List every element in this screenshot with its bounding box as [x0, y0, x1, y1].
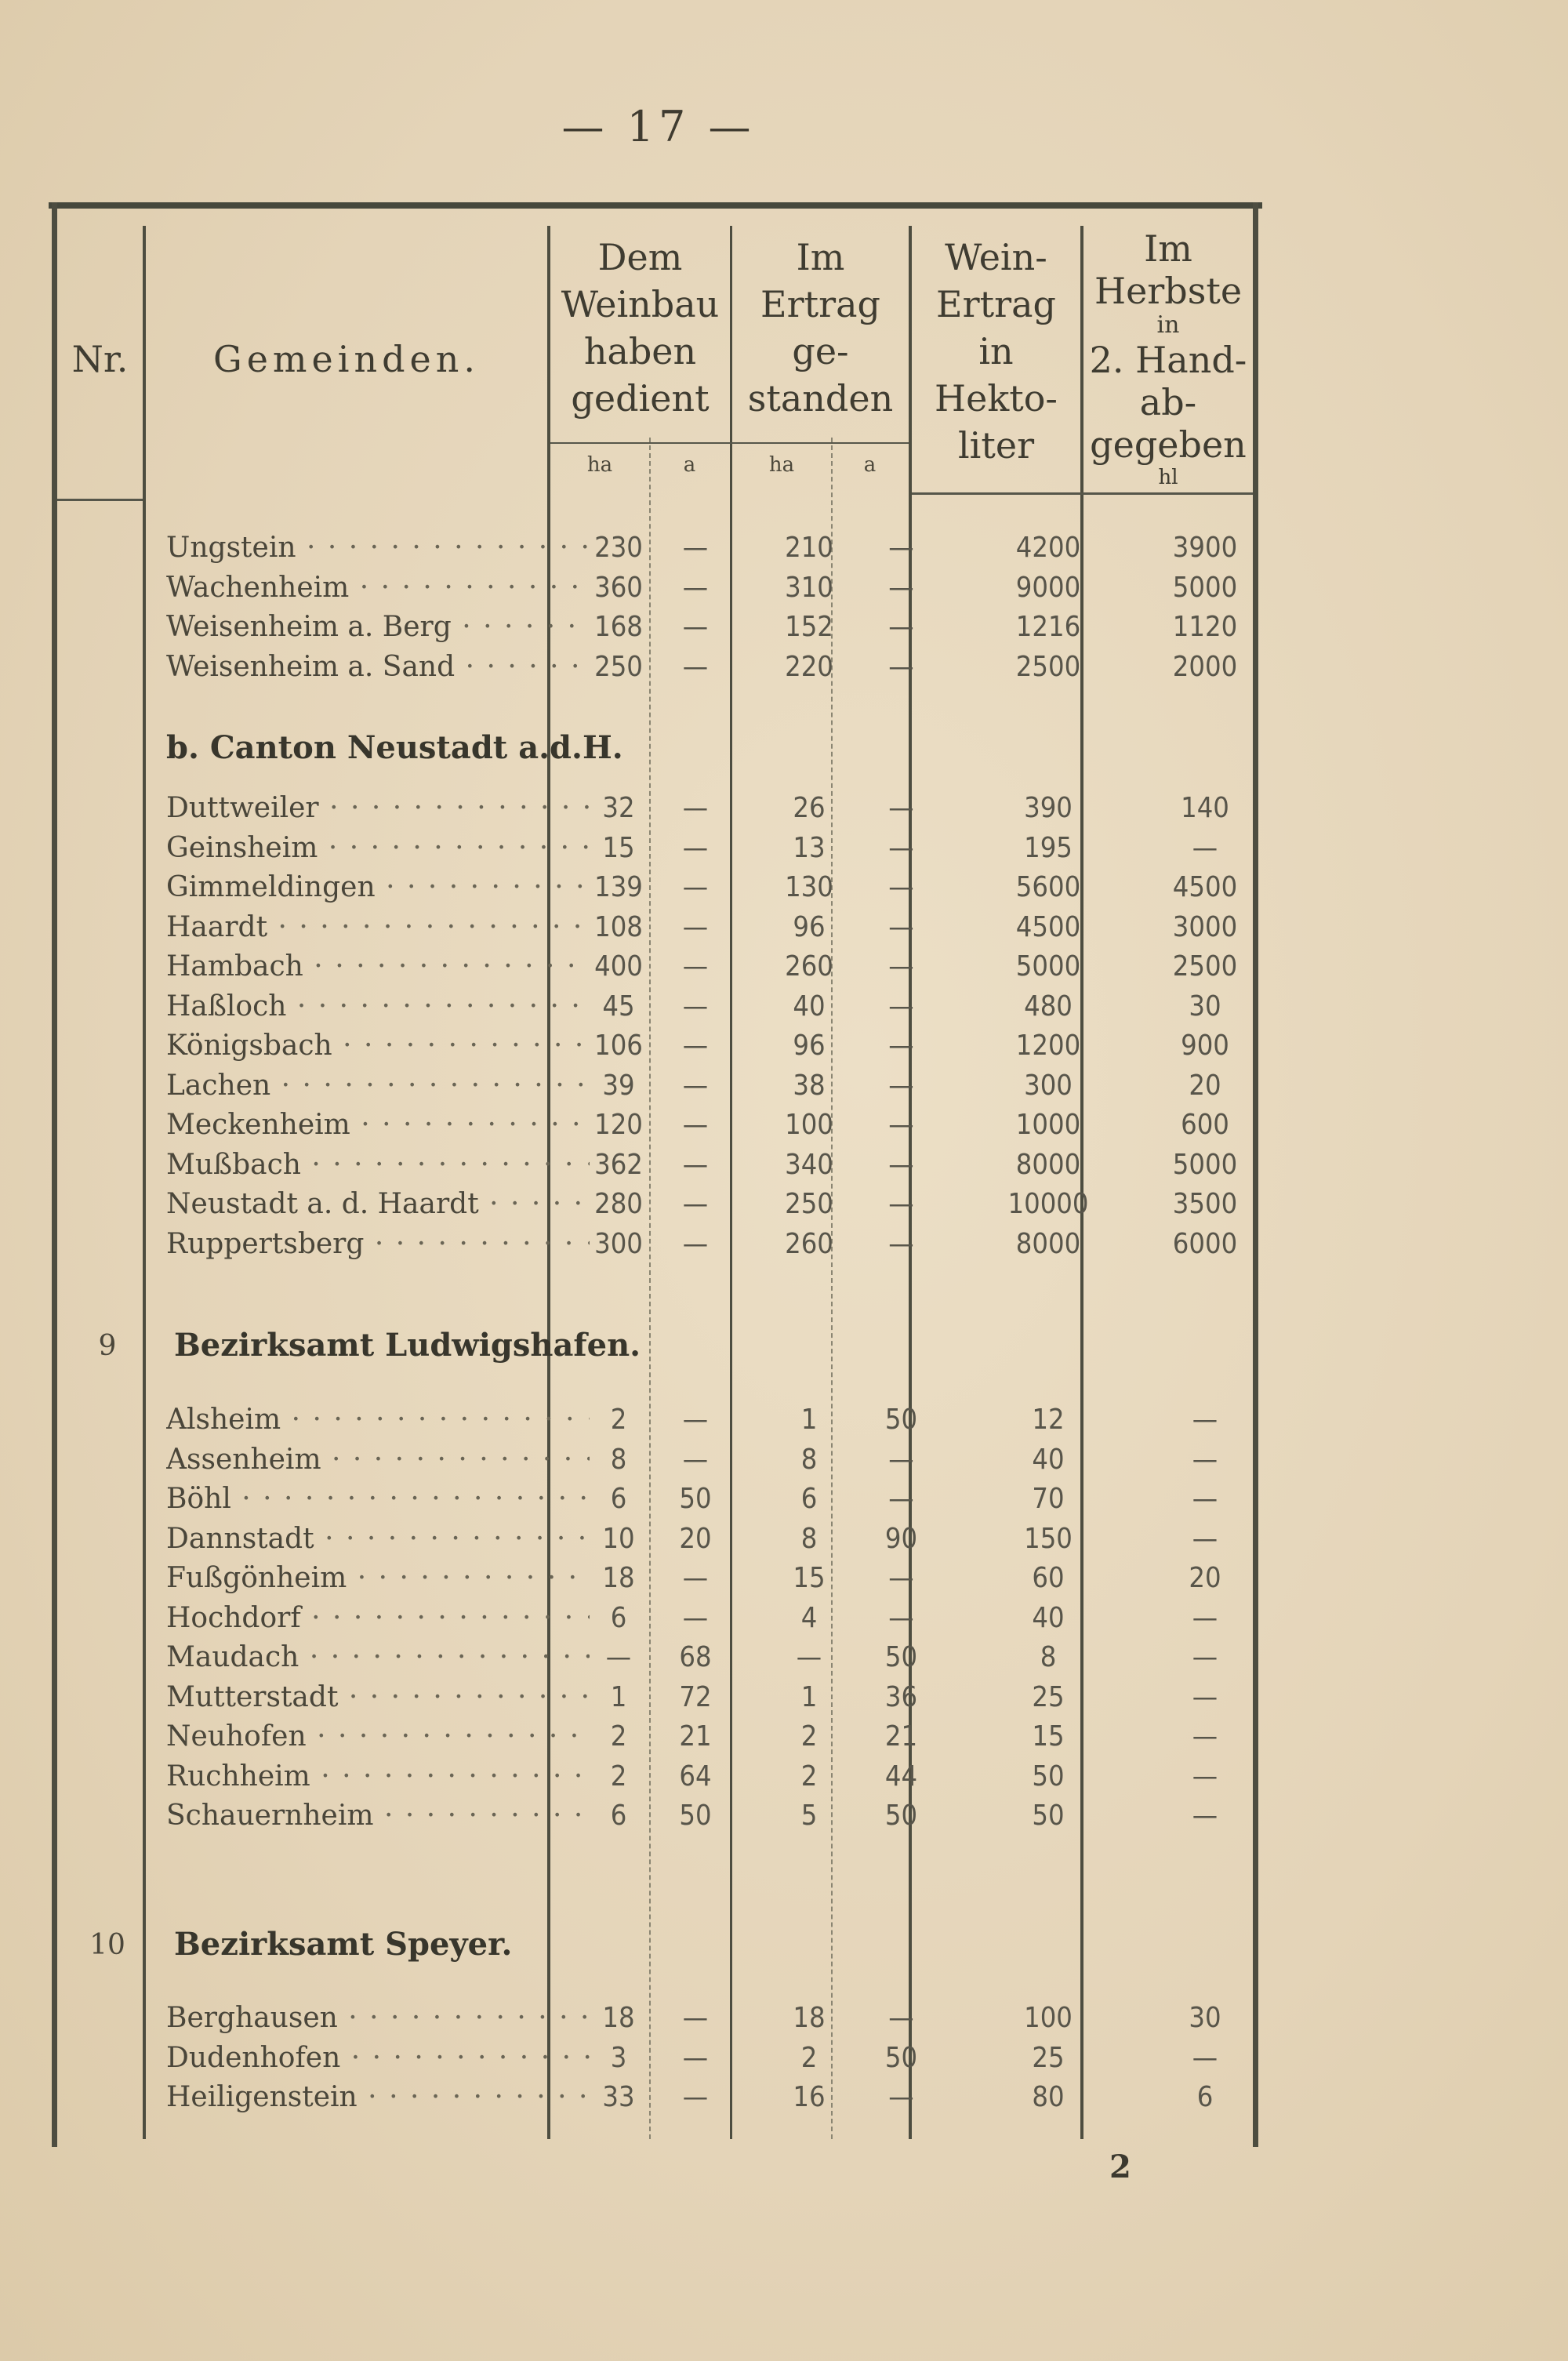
resale-hl: —: [1192, 1720, 1218, 1753]
vineyard-ha: 250: [594, 650, 643, 683]
wine-yield-hl: 5000: [1015, 950, 1081, 983]
wine-statistics-table: [49, 202, 1264, 2147]
resale-hl: —: [1192, 1483, 1218, 1515]
resale-hl: 5000: [1172, 1148, 1238, 1181]
resale-hl: —: [1192, 1522, 1218, 1555]
yield-area-a: —: [888, 2081, 914, 2113]
yield-area-ha: 96: [793, 1030, 826, 1062]
header-weinertrag: Wein- Ertrag in Hekto- liter: [935, 236, 1058, 467]
yield-area-ha: 16: [793, 2081, 826, 2113]
yield-area-ha: 340: [785, 1148, 833, 1181]
wine-yield-hl: 4500: [1015, 910, 1081, 943]
vineyard-a: —: [682, 950, 709, 983]
vineyard-a: —: [682, 532, 709, 564]
municipality-name: Ruppertsberg · · ·: [166, 1228, 590, 1260]
vineyard-ha: 360: [594, 571, 643, 604]
header-herbste: Im Herbste in 2. Hand- ab- gegeben hl: [1089, 227, 1247, 489]
header-weinbau: Dem Weinbau haben gedient: [561, 236, 720, 420]
yield-area-ha: 1: [800, 1680, 818, 1713]
resale-hl: 3000: [1172, 910, 1238, 943]
wine-yield-hl: 40: [1032, 1601, 1065, 1634]
vineyard-ha: 33: [602, 2081, 635, 2113]
municipality-name: Ungstein · · ·: [166, 532, 590, 564]
yield-area-ha: 210: [785, 532, 833, 564]
unit-a: a: [683, 453, 696, 477]
yield-area-a: 50: [884, 1641, 918, 1673]
header-rule: [912, 492, 1253, 495]
wine-yield-hl: 8: [1040, 1641, 1057, 1673]
table-row: [49, 1070, 1262, 1109]
yield-area-ha: 96: [793, 910, 826, 943]
wine-yield-hl: 50: [1032, 1760, 1065, 1793]
vineyard-a: 68: [679, 1641, 712, 1673]
municipality-name: Hambach · · ·: [166, 950, 590, 983]
wine-yield-hl: 300: [1024, 1069, 1073, 1102]
resale-hl: 1120: [1172, 611, 1238, 643]
wine-yield-hl: 25: [1032, 1680, 1065, 1713]
section-title: b. Canton Neustadt a.d.H.: [166, 729, 623, 766]
yield-area-a: —: [888, 1030, 914, 1062]
wine-yield-hl: 5600: [1015, 871, 1081, 903]
vineyard-a: —: [682, 2002, 709, 2034]
vineyard-a: —: [682, 1069, 709, 1102]
vineyard-ha: —: [605, 1641, 632, 1673]
municipality-name: Alsheim · · ·: [166, 1404, 590, 1436]
resale-hl: 30: [1189, 990, 1221, 1022]
wine-yield-hl: 4200: [1015, 532, 1081, 564]
yield-area-ha: 250: [785, 1188, 833, 1220]
yield-area-ha: 5: [800, 1800, 818, 1832]
wine-yield-hl: 8000: [1015, 1148, 1081, 1181]
resale-hl: —: [1192, 831, 1218, 864]
municipality-name: Dannstadt · · ·: [166, 1523, 590, 1555]
table-row: [49, 990, 1262, 1030]
vineyard-a: —: [682, 650, 709, 683]
yield-area-ha: 260: [785, 950, 833, 983]
yield-area-a: 21: [884, 1720, 918, 1753]
resale-hl: —: [1192, 1404, 1218, 1436]
resale-hl: 3900: [1172, 532, 1238, 564]
table-row: [49, 611, 1262, 650]
wine-yield-hl: 480: [1024, 990, 1073, 1022]
yield-area-ha: 220: [785, 650, 833, 683]
column-divider: [649, 438, 651, 2139]
wine-yield-hl: 2500: [1015, 650, 1081, 683]
yield-area-ha: 40: [793, 990, 826, 1022]
yield-area-ha: 15: [793, 1562, 826, 1594]
vineyard-ha: 8: [610, 1443, 627, 1476]
table-row: [49, 1188, 1262, 1227]
resale-hl: —: [1192, 1760, 1218, 1793]
vineyard-ha: 6: [610, 1483, 627, 1515]
yield-area-ha: —: [796, 1641, 822, 1673]
resale-hl: 5000: [1172, 571, 1238, 604]
vineyard-ha: 39: [602, 1069, 635, 1102]
wine-yield-hl: 8000: [1015, 1227, 1081, 1260]
municipality-name: Königsbach · · ·: [166, 1030, 590, 1062]
municipality-name: Weisenheim a. Berg · · ·: [166, 611, 590, 643]
table-row: [49, 911, 1262, 950]
municipality-name: Assenheim · · ·: [166, 1444, 590, 1476]
vineyard-a: —: [682, 1188, 709, 1220]
resale-hl: —: [1192, 1680, 1218, 1713]
yield-area-a: —: [888, 1601, 914, 1634]
resale-hl: 6: [1196, 2081, 1214, 2113]
vineyard-ha: 6: [610, 1800, 627, 1832]
vineyard-a: —: [682, 871, 709, 903]
municipality-name: Maudach · · ·: [166, 1641, 590, 1673]
municipality-name: Weisenheim a. Sand · · ·: [166, 651, 590, 683]
vineyard-ha: 120: [594, 1109, 643, 1141]
yield-area-ha: 8: [800, 1522, 818, 1555]
yield-area-a: —: [888, 1148, 914, 1181]
vineyard-a: —: [682, 1562, 709, 1594]
wine-yield-hl: 100: [1024, 2002, 1073, 2034]
table-row: [49, 1030, 1262, 1069]
table-row: [49, 1149, 1262, 1188]
vineyard-ha: 106: [594, 1030, 643, 1062]
municipality-name: Wachenheim · · ·: [166, 572, 590, 604]
resale-hl: —: [1192, 1641, 1218, 1673]
municipality-name: Lachen · · ·: [166, 1070, 590, 1102]
vineyard-ha: 168: [594, 611, 643, 643]
municipality-name: Geinsheim · · ·: [166, 832, 590, 864]
vineyard-a: —: [682, 1030, 709, 1062]
wine-yield-hl: 10000: [1007, 1188, 1089, 1220]
yield-area-a: —: [888, 1562, 914, 1594]
table-row: [49, 1602, 1262, 1641]
yield-area-a: —: [888, 1188, 914, 1220]
resale-hl: 140: [1181, 792, 1229, 824]
vineyard-ha: 2: [610, 1720, 627, 1753]
unit-ha: ha: [586, 453, 613, 477]
table-row: [49, 871, 1262, 910]
resale-hl: —: [1192, 1800, 1218, 1832]
municipality-name: Mußbach · · ·: [166, 1149, 590, 1181]
table-row: [49, 1562, 1262, 1601]
vineyard-a: —: [682, 831, 709, 864]
resale-hl: 4500: [1172, 871, 1238, 903]
yield-area-a: 44: [884, 1760, 918, 1793]
unit-a: a: [863, 453, 877, 477]
vineyard-a: 64: [679, 1760, 712, 1793]
resale-hl: 30: [1189, 2002, 1221, 2034]
yield-area-a: 90: [884, 1522, 918, 1555]
table-row: [49, 1483, 1262, 1522]
vineyard-a: —: [682, 1227, 709, 1260]
municipality-name: Hochdorf · · ·: [166, 1602, 590, 1634]
yield-area-a: —: [888, 871, 914, 903]
table-row: [49, 2002, 1262, 2041]
vineyard-a: —: [682, 1109, 709, 1141]
yield-area-ha: 4: [800, 1601, 818, 1634]
resale-hl: 900: [1181, 1030, 1229, 1062]
table-row: [49, 2042, 1262, 2081]
wine-yield-hl: 25: [1032, 2041, 1065, 2074]
resale-hl: 600: [1181, 1109, 1229, 1141]
column-divider: [831, 438, 833, 2139]
table-row: [49, 1760, 1262, 1800]
municipality-name: Duttweiler · · ·: [166, 792, 590, 824]
municipality-name: Böhl · · ·: [166, 1483, 590, 1515]
vineyard-ha: 230: [594, 532, 643, 564]
vineyard-ha: 10: [602, 1522, 635, 1555]
yield-area-ha: 100: [785, 1109, 833, 1141]
vineyard-a: —: [682, 2081, 709, 2113]
vineyard-ha: 1: [610, 1680, 627, 1713]
vineyard-a: 50: [679, 1483, 712, 1515]
yield-area-ha: 13: [793, 831, 826, 864]
table-row: [49, 1681, 1262, 1720]
page-number: — 17 —: [561, 102, 756, 151]
yield-area-a: —: [888, 611, 914, 643]
municipality-name: Dudenhofen · · ·: [166, 2042, 590, 2074]
vineyard-ha: 2: [610, 1404, 627, 1436]
wine-yield-hl: 80: [1032, 2081, 1065, 2113]
vineyard-ha: 300: [594, 1227, 643, 1260]
wine-yield-hl: 390: [1024, 792, 1073, 824]
vineyard-ha: 15: [602, 831, 635, 864]
yield-area-a: —: [888, 532, 914, 564]
yield-area-a: —: [888, 1227, 914, 1260]
vineyard-ha: 6: [610, 1601, 627, 1634]
yield-area-ha: 18: [793, 2002, 826, 2034]
vineyard-ha: 18: [602, 2002, 635, 2034]
wine-yield-hl: 40: [1032, 1443, 1065, 1476]
sheet-mark: 2: [1109, 2149, 1131, 2185]
wine-yield-hl: 150: [1024, 1522, 1073, 1555]
vineyard-ha: 2: [610, 1760, 627, 1793]
table-row: [49, 1720, 1262, 1760]
district-number: 9: [98, 1330, 117, 1362]
wine-yield-hl: 12: [1032, 1404, 1065, 1436]
section-title: Bezirksamt Speyer.: [174, 1926, 513, 1963]
vineyard-ha: 45: [602, 990, 635, 1022]
yield-area-ha: 310: [785, 571, 833, 604]
vineyard-a: —: [682, 792, 709, 824]
resale-hl: 20: [1189, 1069, 1221, 1102]
resale-hl: 2000: [1172, 650, 1238, 683]
vineyard-ha: 400: [594, 950, 643, 983]
table-row: [49, 1641, 1262, 1680]
yield-area-a: —: [888, 1069, 914, 1102]
yield-area-a: 50: [884, 2041, 918, 2074]
yield-area-a: —: [888, 831, 914, 864]
municipality-name: Neustadt a. d. Haardt · · ·: [166, 1188, 590, 1220]
vineyard-ha: 139: [594, 871, 643, 903]
yield-area-ha: 2: [800, 1720, 818, 1753]
yield-area-ha: 2: [800, 1760, 818, 1793]
yield-area-ha: 260: [785, 1227, 833, 1260]
wine-yield-hl: 1216: [1015, 611, 1081, 643]
municipality-name: Schauernheim · · ·: [166, 1800, 590, 1832]
vineyard-a: —: [682, 1601, 709, 1634]
resale-hl: 3500: [1172, 1188, 1238, 1220]
wine-yield-hl: 15: [1032, 1720, 1065, 1753]
wine-yield-hl: 1000: [1015, 1109, 1081, 1141]
yield-area-a: —: [888, 1483, 914, 1515]
yield-area-a: 36: [884, 1680, 918, 1713]
wine-yield-hl: 50: [1032, 1800, 1065, 1832]
municipality-name: Haardt · · ·: [166, 911, 590, 943]
table-row: [49, 1109, 1262, 1148]
resale-hl: 20: [1189, 1562, 1221, 1594]
yield-area-a: 50: [884, 1404, 918, 1436]
vineyard-a: —: [682, 611, 709, 643]
resale-hl: —: [1192, 1601, 1218, 1634]
vineyard-ha: 280: [594, 1188, 643, 1220]
wine-yield-hl: 1200: [1015, 1030, 1081, 1062]
yield-area-a: —: [888, 910, 914, 943]
yield-area-a: 50: [884, 1800, 918, 1832]
vineyard-a: 20: [679, 1522, 712, 1555]
wine-yield-hl: 9000: [1015, 571, 1081, 604]
municipality-name: Fußgönheim · · ·: [166, 1562, 590, 1594]
table-top-rule: [49, 202, 1262, 209]
header-gemeinden: Gemeinden.: [212, 338, 481, 380]
table-row: [49, 1444, 1262, 1483]
table-row: [49, 651, 1262, 690]
yield-area-a: —: [888, 792, 914, 824]
vineyard-ha: 108: [594, 910, 643, 943]
yield-area-a: —: [888, 950, 914, 983]
table-row: [49, 832, 1262, 871]
vineyard-a: —: [682, 1443, 709, 1476]
table-row: [49, 1800, 1262, 1839]
wine-yield-hl: 60: [1032, 1562, 1065, 1594]
municipality-name: Berghausen · · ·: [166, 2002, 590, 2034]
vineyard-a: —: [682, 910, 709, 943]
yield-area-ha: 38: [793, 1069, 826, 1102]
municipality-name: Ruchheim · · ·: [166, 1760, 590, 1793]
header-nr: Nr.: [71, 338, 129, 380]
yield-area-a: —: [888, 1109, 914, 1141]
yield-area-a: —: [888, 1443, 914, 1476]
yield-area-ha: 8: [800, 1443, 818, 1476]
yield-area-ha: 6: [800, 1483, 818, 1515]
wine-yield-hl: 195: [1024, 831, 1073, 864]
yield-area-ha: 152: [785, 611, 833, 643]
section-title: Bezirksamt Ludwigshafen.: [174, 1327, 641, 1364]
district-number: 10: [89, 1929, 125, 1961]
yield-area-ha: 26: [793, 792, 826, 824]
vineyard-a: 72: [679, 1680, 712, 1713]
vineyard-a: —: [682, 571, 709, 604]
municipality-name: Neuhofen · · ·: [166, 1720, 590, 1753]
table-row: [49, 950, 1262, 990]
header-rule: [550, 442, 909, 444]
municipality-name: Mutterstadt · · ·: [166, 1681, 590, 1713]
vineyard-a: —: [682, 1404, 709, 1436]
wine-yield-hl: 70: [1032, 1483, 1065, 1515]
yield-area-ha: 2: [800, 2041, 818, 2074]
yield-area-a: —: [888, 990, 914, 1022]
vineyard-a: 21: [679, 1720, 712, 1753]
yield-area-a: —: [888, 571, 914, 604]
table-row: [49, 532, 1262, 571]
yield-area-a: —: [888, 650, 914, 683]
yield-area-a: —: [888, 2002, 914, 2034]
resale-hl: 2500: [1172, 950, 1238, 983]
vineyard-ha: 18: [602, 1562, 635, 1594]
resale-hl: 6000: [1172, 1227, 1238, 1260]
yield-area-ha: 1: [800, 1404, 818, 1436]
yield-area-ha: 130: [785, 871, 833, 903]
vineyard-a: 50: [679, 1800, 712, 1832]
unit-ha: ha: [768, 453, 795, 477]
table-row: [49, 2081, 1262, 2120]
vineyard-ha: 3: [610, 2041, 627, 2074]
municipality-name: Haßloch · · ·: [166, 990, 590, 1022]
table-row: [49, 1523, 1262, 1562]
table-row: [49, 1228, 1262, 1267]
header-ertrag: Im Ertrag ge- standen: [747, 236, 894, 420]
header-rule: [57, 499, 143, 501]
resale-hl: —: [1192, 2041, 1218, 2074]
vineyard-ha: 32: [602, 792, 635, 824]
vineyard-a: —: [682, 990, 709, 1022]
table-row: [49, 792, 1262, 831]
vineyard-a: —: [682, 2041, 709, 2074]
municipality-name: Heiligenstein · · ·: [166, 2081, 590, 2113]
municipality-name: Meckenheim · · ·: [166, 1109, 590, 1141]
municipality-name: Gimmeldingen · · ·: [166, 871, 590, 903]
table-row: [49, 572, 1262, 611]
vineyard-ha: 362: [594, 1148, 643, 1181]
resale-hl: —: [1192, 1443, 1218, 1476]
table-row: [49, 1404, 1262, 1443]
vineyard-a: —: [682, 1148, 709, 1181]
